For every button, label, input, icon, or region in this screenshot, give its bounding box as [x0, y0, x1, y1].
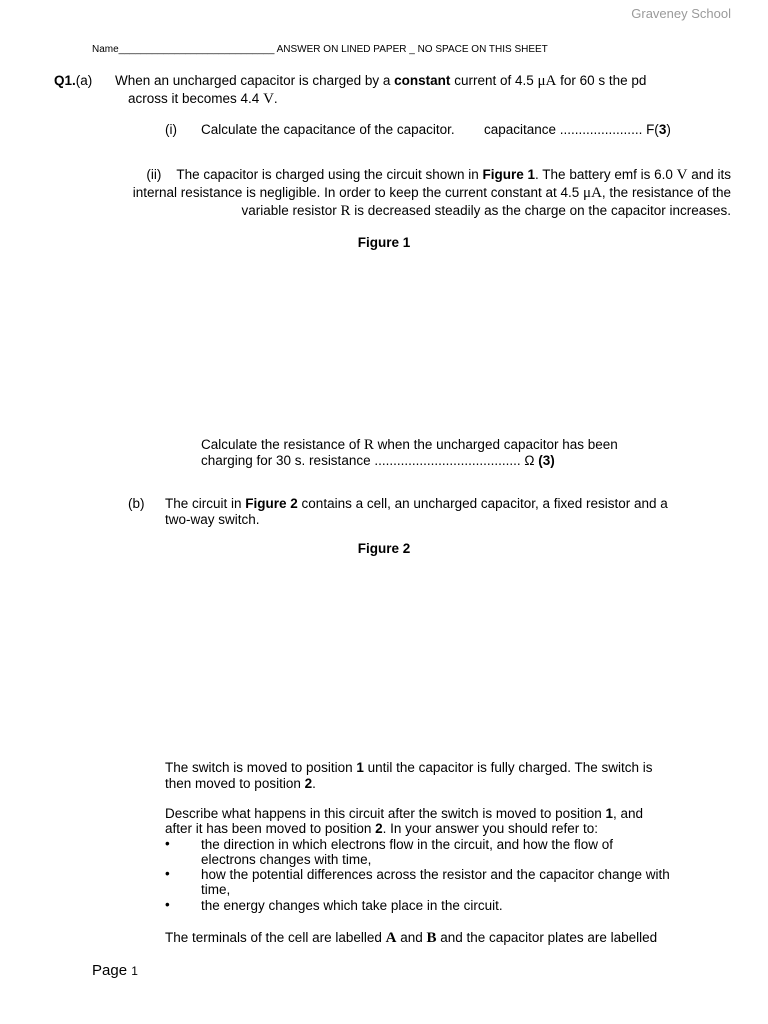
part-i-text: Calculate the capacitance of the capacitor. [201, 122, 455, 137]
bullet-marker: • [165, 897, 170, 912]
page-footer: Page 1 [92, 962, 138, 979]
describe-line1: Describe what happens in this circuit after the switch is moved to position 1, and [165, 806, 644, 821]
bullet-3-line1: the energy changes which take place in the circuit. [201, 898, 503, 913]
switch-line2: then moved to position 2. [165, 776, 316, 791]
figure-1-caption: Figure 1 [357, 235, 411, 250]
figure-2-caption: Figure 2 [357, 541, 411, 556]
part-b-line2: two-way switch. [165, 512, 260, 527]
describe-line2: after it has been moved to position 2. In your answer you should refer to: [165, 821, 599, 836]
bullet-2-line2: time, [201, 882, 231, 897]
part-i-label: (i) [165, 122, 177, 137]
q1a-intro-line1: When an uncharged capacitor is charged by a constant current of 4.5 μA for 60 s the pd [115, 73, 647, 89]
figure-1-area [160, 256, 620, 426]
bullet-marker: • [165, 836, 170, 851]
switch-line1: The switch is moved to position 1 until the capacitor is fully charged. The switch is [165, 760, 653, 775]
name-line: Name____________________________ ANSWER ON LINED PAPER _ NO SPACE ON THIS SHEET [92, 44, 548, 55]
terminals-line: The terminals of the cell are labelled A and B and the capacitor plates are labelled [165, 930, 658, 946]
part-ii-line1: (ii) The capacitor is charged using the circuit shown in Figure 1. The battery emf is 6.0 V and its [146, 167, 731, 183]
question-number: Q1.(a) [54, 73, 93, 88]
part-b-label: (b) [128, 496, 145, 511]
part-ii-calc-line2: charging for 30 s. resistance ....................................... Ω (3) [201, 453, 555, 468]
part-ii-calc-line1: Calculate the resistance of R when the uncharged capacitor has been [201, 437, 618, 453]
bullet-1-line1: the direction in which electrons flow in the circuit, and how the flow of [201, 837, 613, 852]
q1a-intro-line2: across it becomes 4.4 V. [128, 91, 278, 107]
bullet-marker: • [165, 866, 170, 881]
school-name: Graveney School [631, 6, 731, 21]
part-b-line1: The circuit in Figure 2 contains a cell, an uncharged capacitor, a fixed resistor and a [165, 496, 668, 511]
figure-2-area [160, 562, 620, 752]
part-ii-line2: internal resistance is negligible. In order to keep the current constant at 4.5 μA, the resistance of the [132, 185, 731, 201]
bullet-2-line1: how the potential differences across the resistor and the capacitor change with [201, 867, 670, 882]
part-ii-line3: variable resistor R is decreased steadily as the charge on the capacitor increases. [241, 203, 731, 219]
part-i-answer: capacitance ...................... F(3) [484, 122, 671, 137]
bullet-1-line2: electrons changes with time, [201, 852, 372, 867]
